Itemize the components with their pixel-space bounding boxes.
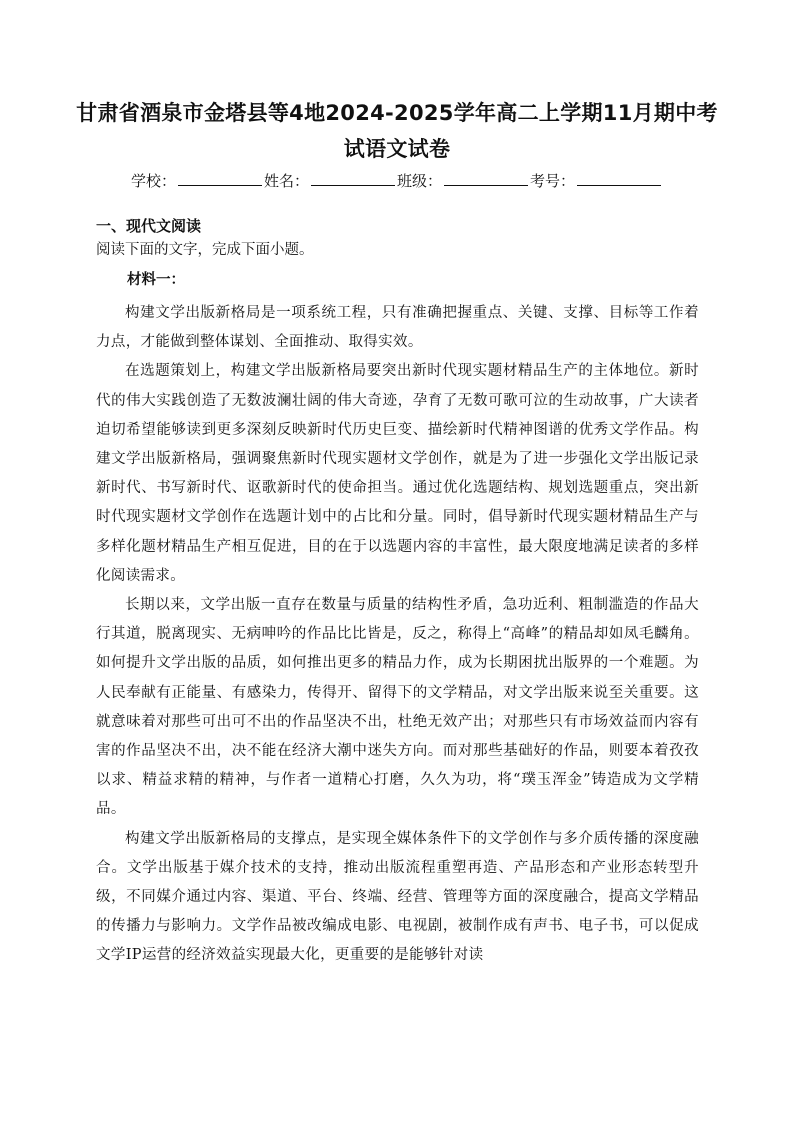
paragraph: 在选题策划上，构建文学出版新格局要突出新时代现实题材精品生产的主体地位。新时代的伟大实践创造了无数波澜壮阔的伟大奇迹，孕育了无数可歌可泣的生动故事，广大读者迫切希望能够读到更多深刻反映新时代历史巨变、描绘新时代精神图谱的优秀文学作品。构建文学出版新格局，强调聚焦新时代现实题材文学创作，就是为了进一步强化文学出版记录新时代、书写新时代、讴歌新时代的使命担当。通过优化选题结构、规划选题重点，突出新时代现实题材文学创作在选题计划中的占比和分量。同时，倡导新时代现实题材精品生产与多样化题材精品生产相互促进，目的在于以选题内容的丰富性，最大限度地满足读者的多样化阅读需求。 bbox=[96, 363, 699, 584]
exam-title-line-2: 试语文试卷 bbox=[343, 137, 451, 161]
paragraph: 长期以来，文学出版一直存在数量与质量的结构性矛盾，急功近利、粗制滥造的作品大行其道，脱离现实、无病呻吟的作品比比皆是，反之，称得上“高峰”的精品却如凤毛麟角。如何提升文学出版的品质，如何推出更多的精品力作，成为长期困扰出版界的一个难题。为人民奉献有正能量、有感染力，传得开、留得下的文学精品，对文学出版来说至关重要。这就意味着对那些可出可不出的作品坚决不出，杜绝无效产出；对那些只有市场效益而内容有害的作品坚决不出，决不能在经济大潮中迷失方向。而对那些基础好的作品，则要本着孜孜以求、精益求精的精神，与作者一道精心打磨，久久为功，将“璞玉浑金”铸造成为文学精品。 bbox=[96, 597, 699, 818]
material-label: 材料一： bbox=[127, 272, 185, 288]
paragraph: 构建文学出版新格局的支撑点，是实现全媒体条件下的文学创作与多介质传播的深度融合。文学出版基于媒介技术的支持，推动出版流程重塑再造、产品形态和产业形态转型升级，不同媒介通过内容、渠道、平台、终端、经营、管理等方面的深度融合，提高文学精品的传播力与影响力。文学作品被改编成电影、电视剧，被制作成有声书、电子书，可以促成文学IP运营的经济效益实现最大化，更重要的是能够针对读 bbox=[96, 830, 699, 964]
class-label: 班级： bbox=[397, 172, 443, 190]
exam-title-line-1: 甘肃省酒泉市金塔县等4地2024-2025学年高二上学期11月期中考 bbox=[76, 101, 718, 125]
material-body bbox=[96, 299, 699, 971]
school-label: 学校： bbox=[130, 172, 176, 190]
class-blank bbox=[444, 171, 528, 186]
exam-number-label: 考号： bbox=[530, 172, 576, 190]
name-label: 姓名： bbox=[263, 172, 309, 190]
student-info-row bbox=[90, 170, 704, 192]
paragraph: 构建文学出版新格局是一项系统工程，只有准确把握重点、关键、支撑、目标等工作着力点，才能做到整体谋划、全面推动、取得实效。 bbox=[96, 305, 699, 351]
section-heading: 一、现代文阅读 bbox=[96, 217, 202, 235]
school-blank bbox=[178, 171, 262, 186]
exam-number-blank bbox=[577, 171, 661, 186]
reading-instruction: 阅读下面的文字，完成下面小题。 bbox=[96, 242, 314, 258]
name-blank bbox=[311, 171, 395, 186]
